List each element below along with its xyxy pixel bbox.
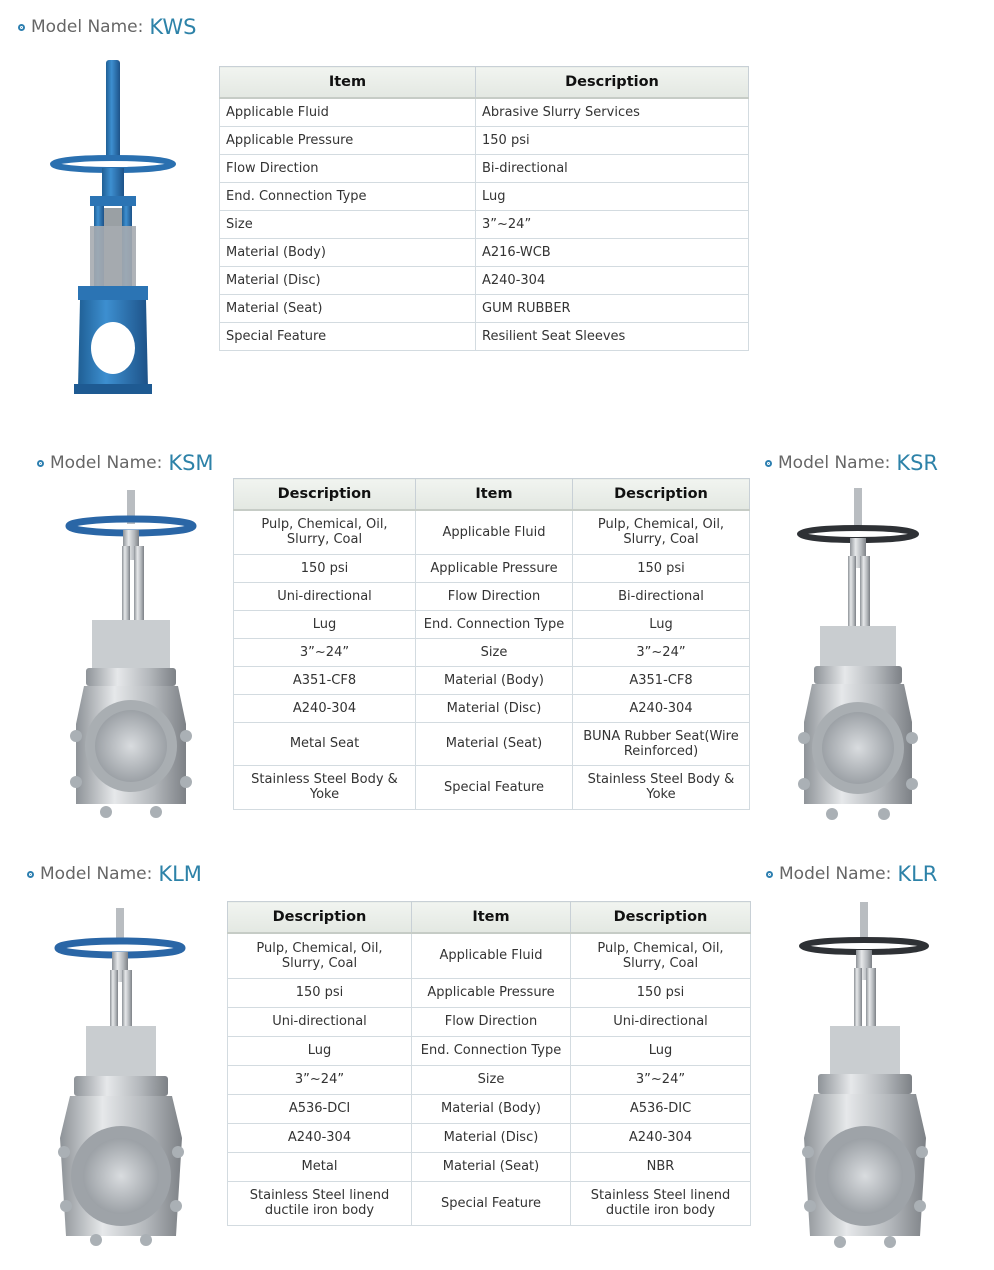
table-row xyxy=(228,1065,751,1094)
bullet-icon xyxy=(37,460,44,467)
bullet-icon xyxy=(765,460,772,467)
cell-klr: Lug xyxy=(571,1036,751,1065)
cell-item: Applicable Fluid xyxy=(416,510,573,554)
column-header: Description xyxy=(234,479,416,511)
table-row xyxy=(220,295,749,323)
table-row xyxy=(228,1123,751,1152)
bullet-icon xyxy=(27,871,34,878)
cell-ksm: Lug xyxy=(234,610,416,638)
table-row xyxy=(234,765,750,809)
cell-item: Applicable Fluid xyxy=(412,933,571,978)
cell-klm: Uni-directional xyxy=(228,1007,412,1036)
table-row xyxy=(234,510,750,554)
table-row xyxy=(220,239,749,267)
column-header: Description xyxy=(573,479,750,511)
cell-description: 150 psi xyxy=(476,127,749,155)
cell-item: Material (Disc) xyxy=(416,694,573,722)
cell-klr: A240-304 xyxy=(571,1123,751,1152)
cell-klr: 150 psi xyxy=(571,978,751,1007)
column-header: Description xyxy=(476,67,749,99)
cell-item: Material (Seat) xyxy=(416,722,573,765)
cell-item: Applicable Pressure xyxy=(220,127,476,155)
model-title-ksr: Model Name: KSR xyxy=(765,451,938,475)
cell-item: Size xyxy=(220,211,476,239)
cell-klm: 3”~24” xyxy=(228,1065,412,1094)
cell-item: End. Connection Type xyxy=(416,610,573,638)
cell-item: Size xyxy=(416,638,573,666)
table-row xyxy=(228,1181,751,1225)
table-row xyxy=(234,610,750,638)
cell-ksm: Metal Seat xyxy=(234,722,416,765)
kws-valve-image xyxy=(50,58,176,400)
column-header: Item xyxy=(220,67,476,99)
cell-item: Material (Seat) xyxy=(220,295,476,323)
cell-klm: Pulp, Chemical, Oil, Slurry, Coal xyxy=(228,933,412,978)
cell-item: Special Feature xyxy=(220,323,476,351)
cell-klr: NBR xyxy=(571,1152,751,1181)
table-row xyxy=(234,554,750,582)
table-row xyxy=(234,638,750,666)
cell-klm: A240-304 xyxy=(228,1123,412,1152)
cell-item: Material (Disc) xyxy=(412,1123,571,1152)
cell-ksr: Pulp, Chemical, Oil, Slurry, Coal xyxy=(573,510,750,554)
cell-description: Abrasive Slurry Services xyxy=(476,98,749,127)
cell-ksm: Pulp, Chemical, Oil, Slurry, Coal xyxy=(234,510,416,554)
cell-description: GUM RUBBER xyxy=(476,295,749,323)
table-row xyxy=(228,1036,751,1065)
cell-ksr: 3”~24” xyxy=(573,638,750,666)
column-header: Description xyxy=(228,902,412,934)
cell-klm: Metal xyxy=(228,1152,412,1181)
model-title-kws: Model Name: KWS xyxy=(18,15,196,39)
cell-ksm: A240-304 xyxy=(234,694,416,722)
bullet-icon xyxy=(766,871,773,878)
table-row xyxy=(220,183,749,211)
table-row xyxy=(228,933,751,978)
cell-ksr: A240-304 xyxy=(573,694,750,722)
cell-item: Material (Body) xyxy=(416,666,573,694)
table-row xyxy=(234,694,750,722)
table-row xyxy=(220,323,749,351)
cell-description: Bi-directional xyxy=(476,155,749,183)
table-row xyxy=(228,978,751,1007)
cell-item: Material (Body) xyxy=(220,239,476,267)
table-row xyxy=(220,127,749,155)
cell-item: End. Connection Type xyxy=(412,1036,571,1065)
cell-item: Special Feature xyxy=(412,1181,571,1225)
table-row xyxy=(220,211,749,239)
column-header: Description xyxy=(571,902,751,934)
cell-description: 3”~24” xyxy=(476,211,749,239)
cell-klm: A536-DCI xyxy=(228,1094,412,1123)
ksm-ksr-spec-table xyxy=(233,478,750,810)
cell-description: A216-WCB xyxy=(476,239,749,267)
model-code-klm: KLM xyxy=(158,862,202,886)
cell-klr: Stainless Steel linend ductile iron body xyxy=(571,1181,751,1225)
cell-ksm: Stainless Steel Body & Yoke xyxy=(234,765,416,809)
column-header: Item xyxy=(412,902,571,934)
table-row xyxy=(228,1094,751,1123)
cell-item: Material (Seat) xyxy=(412,1152,571,1181)
cell-item: Special Feature xyxy=(416,765,573,809)
kws-spec-table xyxy=(219,66,749,351)
table-row xyxy=(228,1007,751,1036)
table-row xyxy=(220,155,749,183)
klr-valve-image xyxy=(794,900,936,1254)
table-row xyxy=(234,722,750,765)
cell-ksr: Stainless Steel Body & Yoke xyxy=(573,765,750,809)
model-code-ksr: KSR xyxy=(896,451,939,475)
klm-klr-spec-table xyxy=(227,901,751,1226)
cell-ksr: Lug xyxy=(573,610,750,638)
table-row xyxy=(234,666,750,694)
cell-ksm: 150 psi xyxy=(234,554,416,582)
cell-klr: 3”~24” xyxy=(571,1065,751,1094)
table-row xyxy=(220,267,749,295)
cell-ksr: A351-CF8 xyxy=(573,666,750,694)
cell-item: Applicable Pressure xyxy=(416,554,573,582)
model-code-klr: KLR xyxy=(897,862,938,886)
cell-klm: Stainless Steel linend ductile iron body xyxy=(228,1181,412,1225)
table-row xyxy=(228,1152,751,1181)
cell-description: Lug xyxy=(476,183,749,211)
cell-ksr: BUNA Rubber Seat(Wire Reinforced) xyxy=(573,722,750,765)
bullet-icon xyxy=(18,24,25,31)
cell-item: End. Connection Type xyxy=(220,183,476,211)
cell-item: Material (Disc) xyxy=(220,267,476,295)
cell-description: Resilient Seat Sleeves xyxy=(476,323,749,351)
table-row xyxy=(220,98,749,127)
model-code-kws: KWS xyxy=(149,15,197,39)
cell-item: Material (Body) xyxy=(412,1094,571,1123)
cell-ksm: 3”~24” xyxy=(234,638,416,666)
model-code-ksm: KSM xyxy=(168,451,214,475)
model-title-klm: Model Name: KLM xyxy=(27,862,202,886)
cell-item: Flow Direction xyxy=(220,155,476,183)
cell-klr: Uni-directional xyxy=(571,1007,751,1036)
klm-valve-image xyxy=(52,906,190,1254)
ksr-valve-image xyxy=(790,486,932,828)
cell-ksr: 150 psi xyxy=(573,554,750,582)
cell-description: A240-304 xyxy=(476,267,749,295)
cell-ksr: Bi-directional xyxy=(573,582,750,610)
cell-ksm: A351-CF8 xyxy=(234,666,416,694)
cell-klr: Pulp, Chemical, Oil, Slurry, Coal xyxy=(571,933,751,978)
cell-item: Applicable Fluid xyxy=(220,98,476,127)
column-header: Item xyxy=(416,479,573,511)
cell-klm: 150 psi xyxy=(228,978,412,1007)
model-title-ksm: Model Name: KSM xyxy=(37,451,214,475)
cell-item: Size xyxy=(412,1065,571,1094)
model-title-klr: Model Name: KLR xyxy=(766,862,937,886)
cell-item: Applicable Pressure xyxy=(412,978,571,1007)
cell-item: Flow Direction xyxy=(412,1007,571,1036)
cell-klm: Lug xyxy=(228,1036,412,1065)
ksm-valve-image xyxy=(60,486,202,828)
cell-klr: A536-DIC xyxy=(571,1094,751,1123)
cell-ksm: Uni-directional xyxy=(234,582,416,610)
table-row xyxy=(234,582,750,610)
cell-item: Flow Direction xyxy=(416,582,573,610)
